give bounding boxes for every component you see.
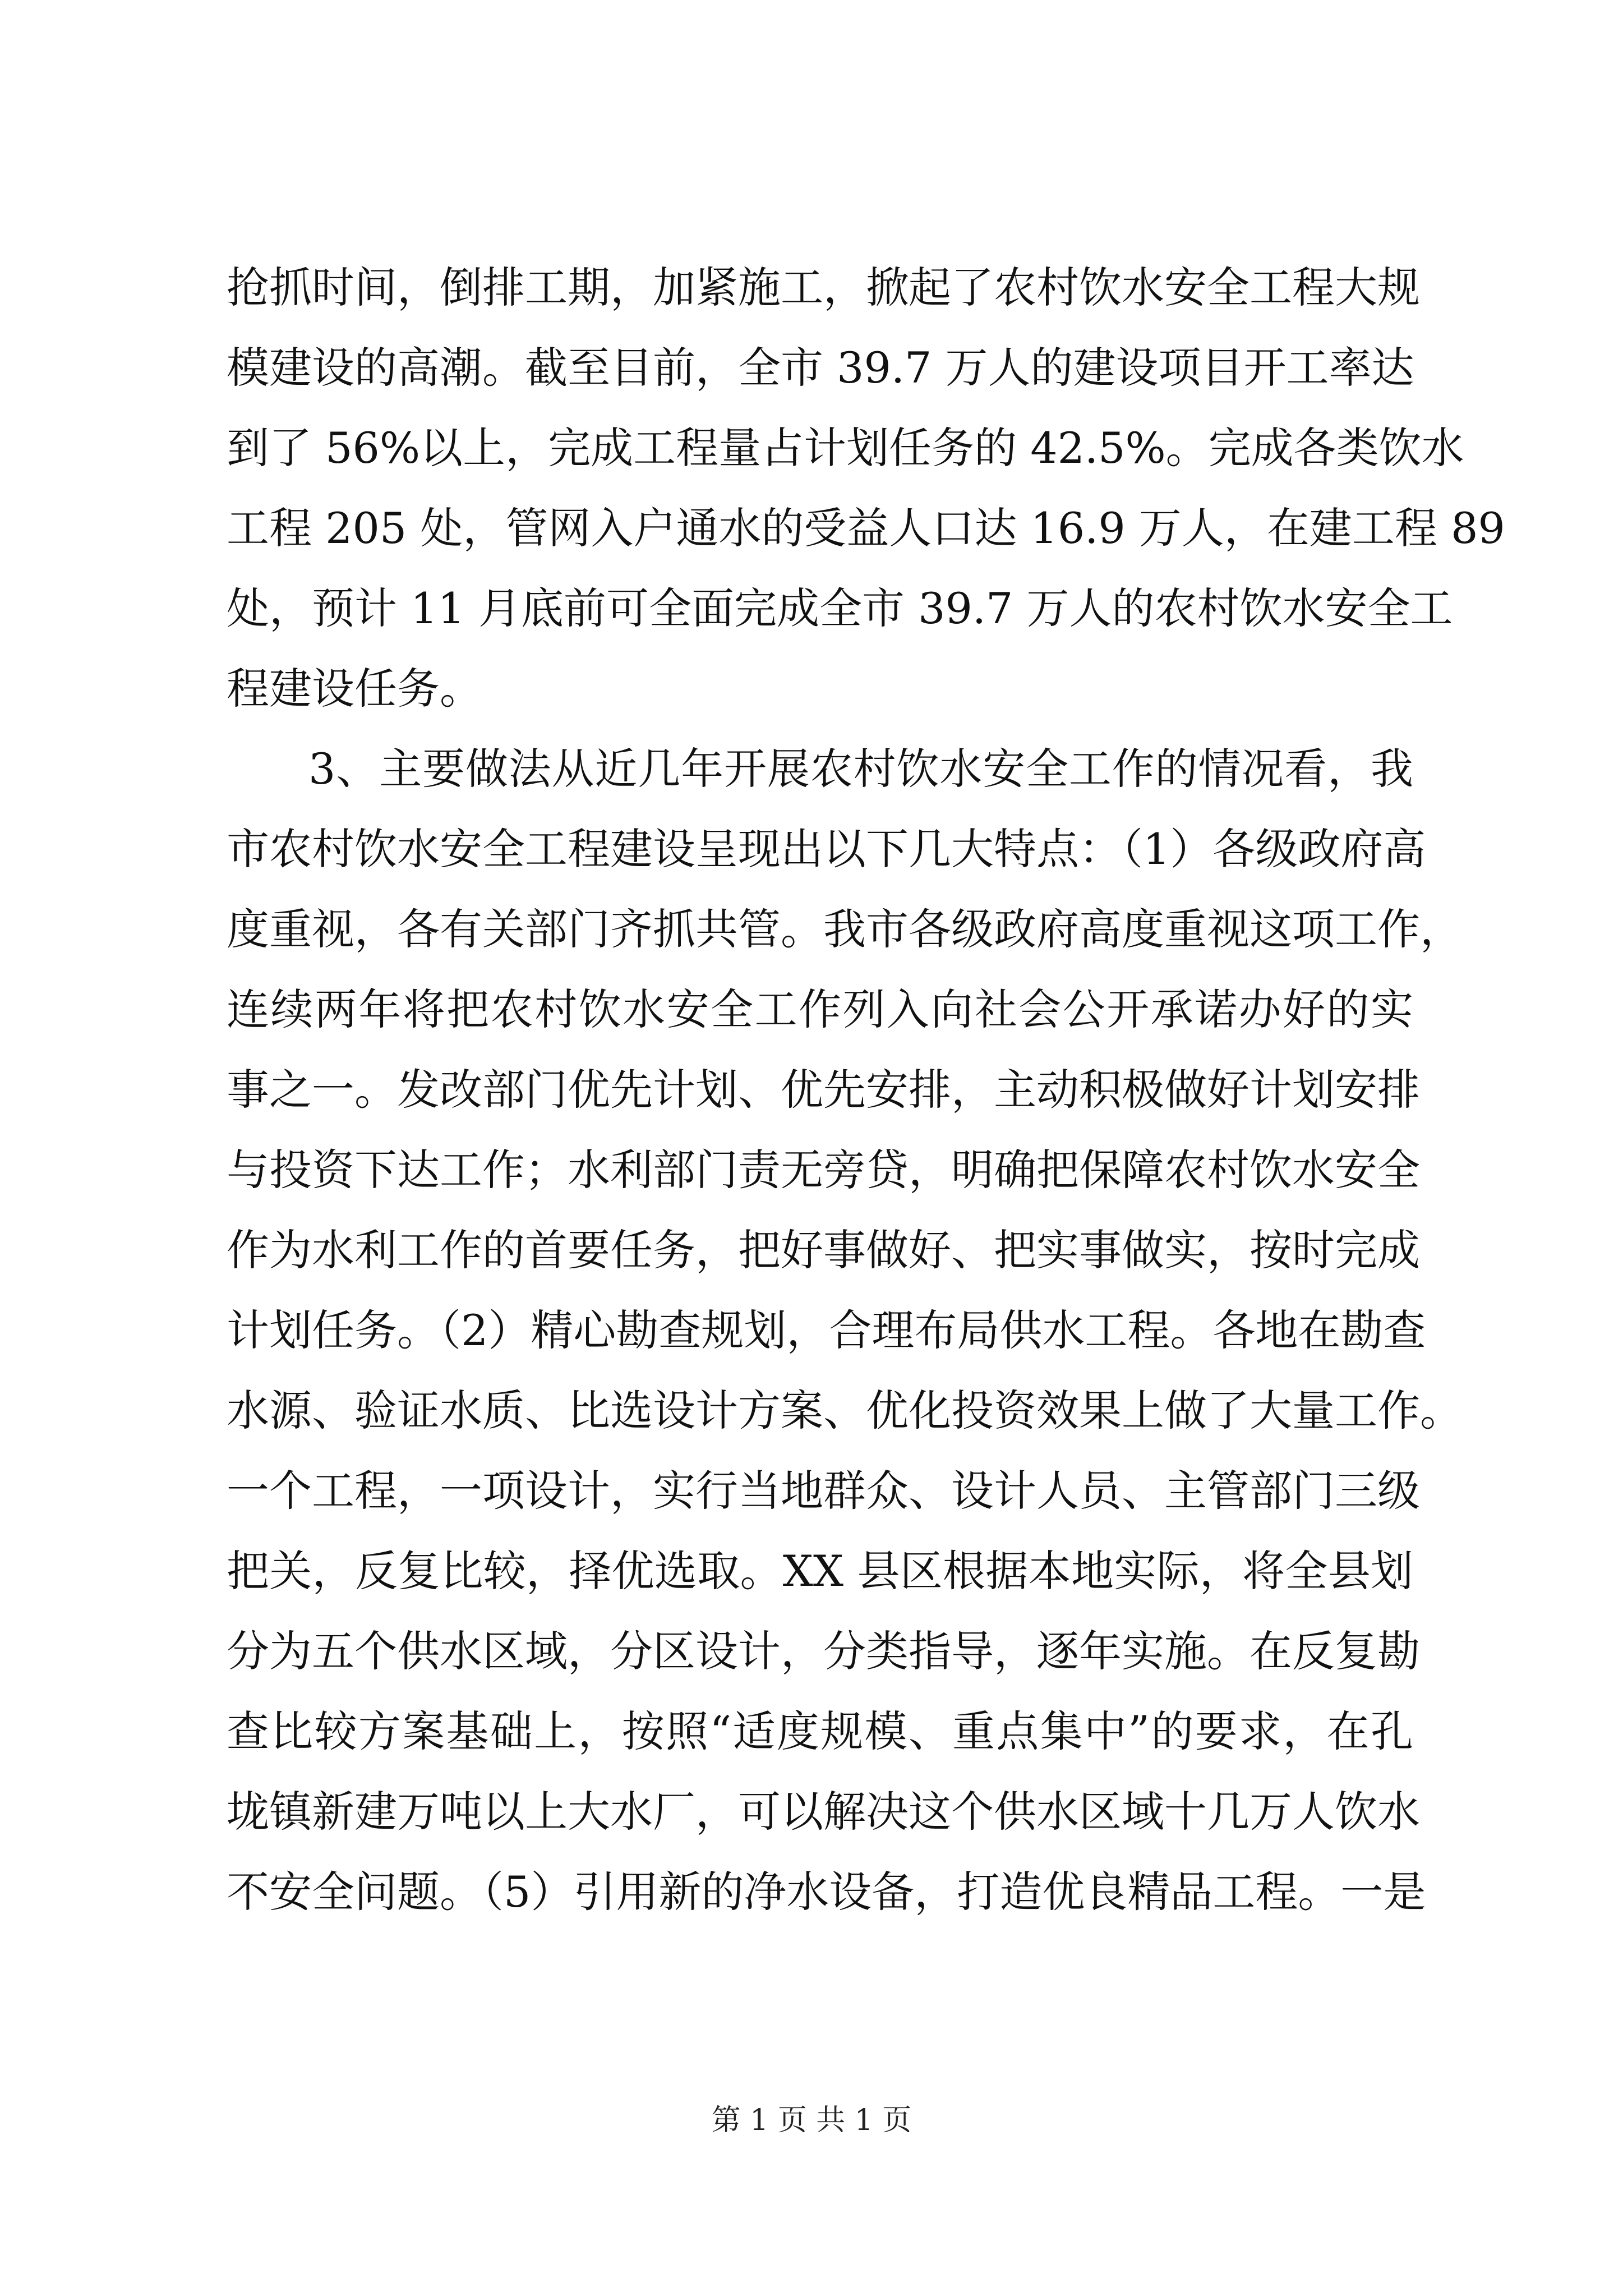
paragraph-line: 处，预计 11 月底前可全面完成全市 39.7 万人的农村饮水安全工 <box>227 583 1453 633</box>
paragraph-line: 工程 205 处，管网入户通水的受益人口达 16.9 万人，在建工程 89 <box>227 503 1505 553</box>
paragraph-line: 连续两年将把农村饮水安全工作列入向社会公开承诺办好的实 <box>227 984 1413 1034</box>
paragraph-line: 计划任务。（2）精心勘查规划，合理布局供水工程。各地在勘查 <box>227 1305 1426 1355</box>
paragraph-line: 与投资下达工作；水利部门责无旁贷，明确把保障农村饮水安全 <box>227 1145 1420 1195</box>
paragraph-line: 分为五个供水区域，分区设计，分类指导，逐年实施。在反复勘 <box>227 1626 1420 1676</box>
paragraph-line: 不安全问题。（5）引用新的净水设备，打造优良精品工程。一是 <box>227 1867 1426 1917</box>
page-footer: 第 1 页 共 1 页 <box>711 2104 912 2137</box>
paragraph-line: 到了 56%以上，完成工程量占计划任务的 42.5%。完成各类饮水 <box>227 423 1464 473</box>
paragraph-line: 事之一。发改部门优先计划、优先安排，主动积极做好计划安排 <box>227 1065 1420 1115</box>
paragraph-line: 一个工程，一项设计，实行当地群众、设计人员、主管部门三级 <box>227 1466 1420 1516</box>
paragraph-line: 垅镇新建万吨以上大水厂，可以解决这个供水区域十几万人饮水 <box>227 1787 1420 1837</box>
paragraph-line: 查比较方案基础上，按照“适度规模、重点集中”的要求，在孔 <box>227 1706 1413 1756</box>
paragraph-line: 模建设的高潮。截至目前，全市 39.7 万人的建设项目开工率达 <box>227 343 1414 393</box>
paragraph-line: 水源、验证水质、比选设计方案、优化投资效果上做了大量工作。 <box>227 1386 1463 1435</box>
paragraph-line: 程建设任务。 <box>227 664 482 714</box>
paragraph-line: 3、主要做法从近几年开展农村饮水安全工作的情况看，我 <box>308 744 1413 794</box>
paragraph-line: 市农村饮水安全工程建设呈现出以下几大特点：（1）各级政府高 <box>227 824 1426 874</box>
paragraph-line: 把关，反复比较，择优选取。XX 县区根据本地实际，将全县划 <box>227 1546 1413 1596</box>
paragraph-line: 度重视，各有关部门齐抓共管。我市各级政府高度重视这项工作， <box>227 904 1463 954</box>
paragraph-line: 抢抓时间，倒排工期，加紧施工，掀起了农村饮水安全工程大规 <box>227 263 1420 312</box>
paragraph-line: 作为水利工作的首要任务，把好事做好、把实事做实，按时完成 <box>227 1225 1420 1275</box>
